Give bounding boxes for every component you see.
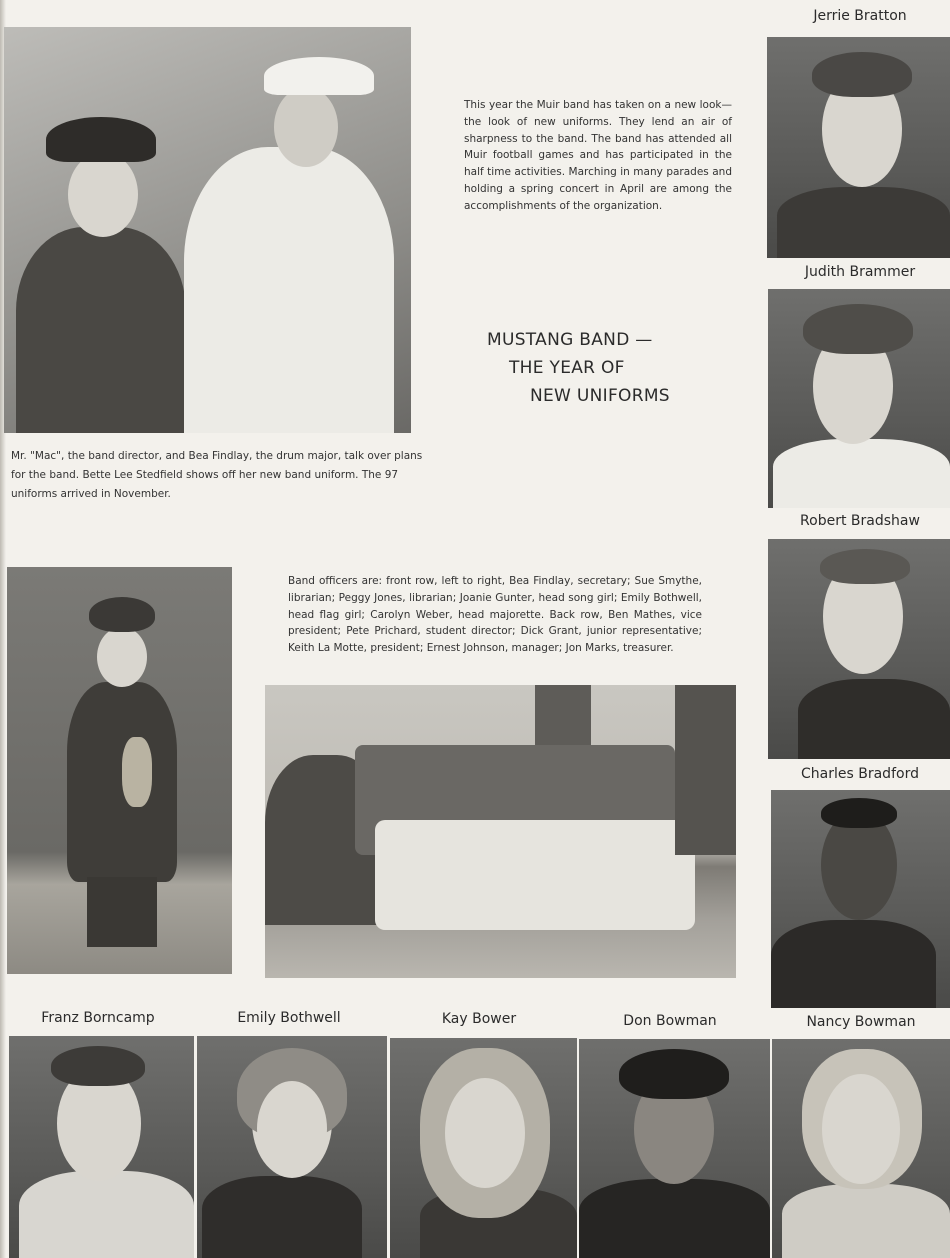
portrait-name: Don Bowman — [623, 1013, 717, 1029]
page-title — [487, 326, 670, 410]
portrait-photo — [767, 37, 950, 258]
portrait-name: Emily Bothwell — [237, 1010, 341, 1026]
portrait-name: Kay Bower — [441, 1011, 517, 1027]
portrait-name: Nancy Bowman — [806, 1014, 916, 1030]
portrait-photo — [772, 1039, 950, 1258]
portrait-name: Franz Borncamp — [41, 1010, 155, 1026]
portrait-photo — [771, 790, 950, 1008]
portrait-name: Robert Bradshaw — [800, 513, 920, 529]
title-line-1: MUSTANG BAND — — [487, 330, 653, 350]
band-director-photo — [4, 27, 411, 433]
title-line-2: THE YEAR OF — [509, 358, 625, 378]
portrait-name: Judith Brammer — [804, 264, 916, 280]
band-officers-group-photo — [265, 685, 736, 978]
portrait-name: Charles Bradford — [801, 766, 919, 782]
title-line-3: NEW UNIFORMS — [530, 386, 670, 406]
portrait-photo — [9, 1036, 194, 1258]
portrait-photo — [390, 1038, 577, 1258]
saxophone-player-photo — [7, 567, 232, 974]
main-caption: This year the Muir band has taken on a new look—the look of new uniforms. They lend an air of sharpness to the band. The band has attended all Muir football games and has participated in the half time activities. Marching in many parades and holding a spring concert in April are among the accomplishments of the organization. — [464, 99, 732, 212]
director-photo-caption: Mr. "Mac", the band director, and Bea Findlay, the drum major, talk over plans for the band. Bette Lee Stedfield shows off her new band uniform. The 97 uniforms arrived in November. — [11, 450, 423, 500]
portrait-photo — [579, 1039, 770, 1258]
portrait-name: Jerrie Bratton — [813, 8, 907, 24]
portrait-photo — [768, 539, 950, 759]
officers-caption: Band officers are: front row, left to right, Bea Findlay, secretary; Sue Smythe, librarian; Peggy Jones, librarian; Joanie Gunter, head song girl; Emily Bothwell, head flag girl; Carolyn Weber, head majorette. Back row, Ben Mathes, vice president; Pete Prichard, student director; Dick Grant, junior representative; Keith La Motte, president; Ernest Johnson, manager; Jon Marks, treasurer. — [288, 575, 702, 655]
portrait-photo — [197, 1036, 387, 1258]
portrait-photo — [768, 289, 950, 508]
